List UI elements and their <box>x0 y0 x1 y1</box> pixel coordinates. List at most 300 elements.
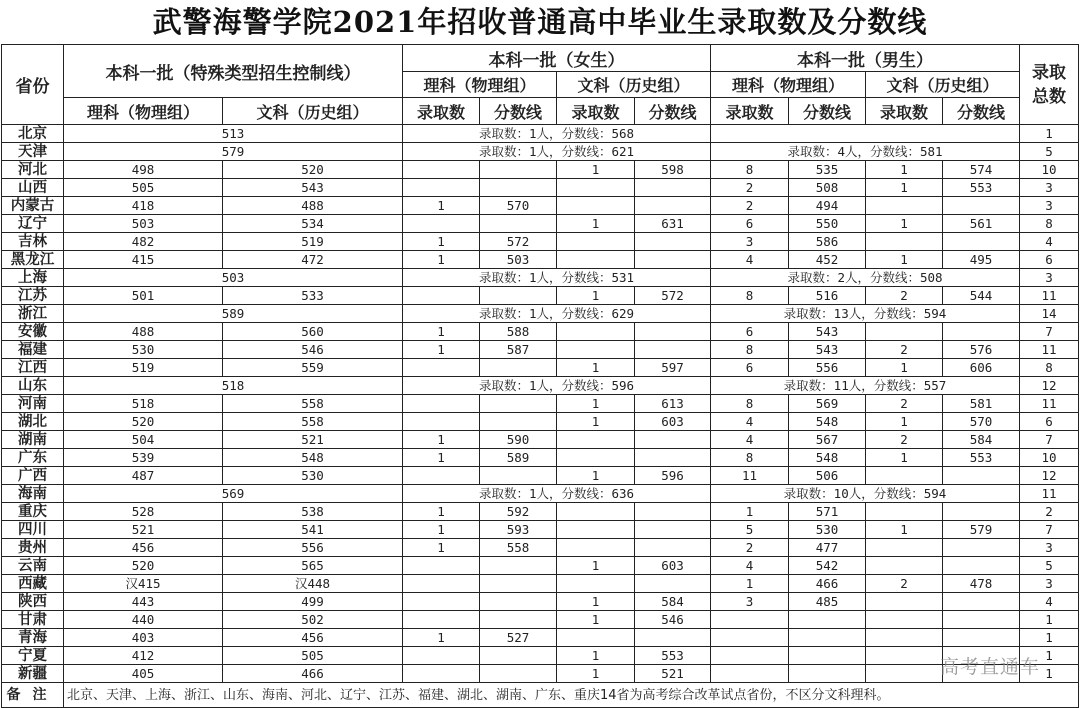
arts-control-line: 533 <box>223 287 403 305</box>
male-arts-admitted: 2 <box>866 575 943 593</box>
header-female-science: 理科（物理组） <box>403 72 557 98</box>
female-arts-score: 598 <box>635 161 711 179</box>
merged-control-line: 518 <box>64 377 403 395</box>
total-admitted: 14 <box>1020 305 1079 323</box>
male-arts-admitted: 1 <box>866 413 943 431</box>
merged-control-line: 569 <box>64 485 403 503</box>
science-control-line: 520 <box>64 413 223 431</box>
female-science-admitted: 1 <box>403 323 480 341</box>
female-arts-score <box>635 197 711 215</box>
province-cell: 贵州 <box>2 539 64 557</box>
province-cell: 山西 <box>2 179 64 197</box>
female-arts-admitted <box>557 629 635 647</box>
merged-control-line: 589 <box>64 305 403 323</box>
male-science-admitted: 11 <box>711 467 789 485</box>
total-admitted: 12 <box>1020 377 1079 395</box>
province-cell: 青海 <box>2 629 64 647</box>
male-science-score: 543 <box>789 341 866 359</box>
male-merged-result: 录取数：4人，分数线：581 <box>711 143 1020 161</box>
male-science-score: 556 <box>789 359 866 377</box>
female-science-score <box>480 647 557 665</box>
female-arts-admitted: 1 <box>557 611 635 629</box>
science-control-line: 518 <box>64 395 223 413</box>
total-admitted: 6 <box>1020 413 1079 431</box>
female-science-score: 589 <box>480 449 557 467</box>
province-cell: 河北 <box>2 161 64 179</box>
arts-control-line: 548 <box>223 449 403 467</box>
male-science-admitted <box>711 665 789 683</box>
province-cell: 上海 <box>2 269 64 287</box>
male-science-score: 485 <box>789 593 866 611</box>
merged-control-line: 513 <box>64 125 403 143</box>
female-science-admitted: 1 <box>403 233 480 251</box>
page-title: 武警海警学院2021年招收普通高中毕业生录取数及分数线 <box>152 5 928 39</box>
female-science-admitted <box>403 395 480 413</box>
header-male: 本科一批（男生） <box>711 45 1020 72</box>
female-science-score <box>480 593 557 611</box>
male-science-score: 494 <box>789 197 866 215</box>
table-row <box>2 323 1079 341</box>
science-control-line: 488 <box>64 323 223 341</box>
female-arts-score: 603 <box>635 557 711 575</box>
male-science-admitted: 4 <box>711 251 789 269</box>
science-control-line: 456 <box>64 539 223 557</box>
total-admitted: 3 <box>1020 179 1079 197</box>
female-arts-score <box>635 431 711 449</box>
science-control-line: 501 <box>64 287 223 305</box>
arts-control-line: 499 <box>223 593 403 611</box>
table-row <box>2 665 1079 683</box>
female-arts-admitted: 1 <box>557 215 635 233</box>
male-arts-score: 581 <box>943 395 1020 413</box>
province-cell: 北京 <box>2 125 64 143</box>
female-arts-score: 596 <box>635 467 711 485</box>
male-arts-score <box>943 611 1020 629</box>
male-science-score <box>789 647 866 665</box>
arts-control-line: 505 <box>223 647 403 665</box>
science-control-line: 412 <box>64 647 223 665</box>
total-admitted: 10 <box>1020 161 1079 179</box>
arts-control-line: 538 <box>223 503 403 521</box>
male-arts-admitted: 2 <box>866 395 943 413</box>
male-science-admitted: 8 <box>711 341 789 359</box>
province-cell: 陕西 <box>2 593 64 611</box>
male-science-admitted: 2 <box>711 539 789 557</box>
note-text: 北京、天津、上海、浙江、山东、海南、河北、辽宁、江苏、福建、湖北、湖南、广东、重庆14省为高考综合改革试点省份，不区分文科理科。 <box>64 683 1079 708</box>
female-science-score <box>480 575 557 593</box>
table-row <box>2 215 1079 233</box>
female-arts-admitted: 1 <box>557 359 635 377</box>
female-science-admitted <box>403 161 480 179</box>
male-science-score: 516 <box>789 287 866 305</box>
female-science-admitted <box>403 215 480 233</box>
female-arts-admitted: 1 <box>557 467 635 485</box>
province-cell: 江苏 <box>2 287 64 305</box>
male-science-admitted: 4 <box>711 431 789 449</box>
province-cell: 海南 <box>2 485 64 503</box>
science-control-line: 520 <box>64 557 223 575</box>
male-science-score <box>789 611 866 629</box>
province-cell: 山东 <box>2 377 64 395</box>
female-merged-result: 录取数：1人，分数线：629 <box>403 305 711 323</box>
male-arts-score <box>943 503 1020 521</box>
female-science-score <box>480 359 557 377</box>
female-science-admitted <box>403 359 480 377</box>
male-science-admitted: 5 <box>711 521 789 539</box>
male-science-admitted <box>711 629 789 647</box>
arts-control-line: 466 <box>223 665 403 683</box>
female-science-score <box>480 557 557 575</box>
male-arts-score: 553 <box>943 449 1020 467</box>
male-science-admitted: 1 <box>711 503 789 521</box>
total-admitted: 11 <box>1020 341 1079 359</box>
female-science-score: 592 <box>480 503 557 521</box>
female-arts-score <box>635 341 711 359</box>
total-admitted: 7 <box>1020 431 1079 449</box>
female-arts-score <box>635 323 711 341</box>
table-row <box>2 125 1079 143</box>
male-arts-admitted <box>866 665 943 683</box>
female-arts-admitted <box>557 521 635 539</box>
female-arts-admitted <box>557 233 635 251</box>
female-arts-score: 553 <box>635 647 711 665</box>
female-arts-score <box>635 251 711 269</box>
province-cell: 四川 <box>2 521 64 539</box>
province-cell: 辽宁 <box>2 215 64 233</box>
province-cell: 天津 <box>2 143 64 161</box>
total-admitted: 12 <box>1020 467 1079 485</box>
science-control-line: 405 <box>64 665 223 683</box>
female-arts-admitted <box>557 179 635 197</box>
science-control-line: 482 <box>64 233 223 251</box>
male-science-admitted: 8 <box>711 161 789 179</box>
province-cell: 甘肃 <box>2 611 64 629</box>
male-arts-score: 553 <box>943 179 1020 197</box>
male-science-admitted: 6 <box>711 215 789 233</box>
female-science-score: 593 <box>480 521 557 539</box>
male-science-score: 506 <box>789 467 866 485</box>
arts-control-line: 546 <box>223 341 403 359</box>
male-merged-result: 录取数：11人，分数线：557 <box>711 377 1020 395</box>
female-science-admitted <box>403 593 480 611</box>
province-cell: 内蒙古 <box>2 197 64 215</box>
male-merged-result: 录取数：13人，分数线：594 <box>711 305 1020 323</box>
science-control-line: 528 <box>64 503 223 521</box>
male-arts-score <box>943 323 1020 341</box>
male-science-admitted: 2 <box>711 179 789 197</box>
male-arts-admitted <box>866 323 943 341</box>
total-admitted: 11 <box>1020 395 1079 413</box>
female-arts-score <box>635 233 711 251</box>
male-arts-admitted <box>866 197 943 215</box>
female-science-admitted <box>403 287 480 305</box>
header-admitted: 录取数 <box>403 98 480 125</box>
total-admitted: 1 <box>1020 629 1079 647</box>
total-admitted: 8 <box>1020 215 1079 233</box>
female-science-admitted <box>403 611 480 629</box>
table-row <box>2 485 1079 503</box>
male-arts-admitted: 1 <box>866 449 943 467</box>
female-merged-result: 录取数：1人，分数线：636 <box>403 485 711 503</box>
total-admitted: 11 <box>1020 287 1079 305</box>
arts-control-line: 456 <box>223 629 403 647</box>
header-score: 分数线 <box>480 98 557 125</box>
male-arts-score: 478 <box>943 575 1020 593</box>
female-science-admitted <box>403 575 480 593</box>
merged-control-line: 579 <box>64 143 403 161</box>
male-arts-score: 495 <box>943 251 1020 269</box>
female-science-admitted: 1 <box>403 341 480 359</box>
female-merged-result: 录取数：1人，分数线：596 <box>403 377 711 395</box>
province-cell: 安徽 <box>2 323 64 341</box>
female-science-score: 590 <box>480 431 557 449</box>
province-cell: 湖南 <box>2 431 64 449</box>
total-admitted: 3 <box>1020 539 1079 557</box>
total-admitted: 11 <box>1020 485 1079 503</box>
female-arts-admitted <box>557 251 635 269</box>
science-control-line: 403 <box>64 629 223 647</box>
table-row <box>2 251 1079 269</box>
note-label: 备注 <box>2 683 64 708</box>
table-row <box>2 395 1079 413</box>
female-arts-score: 521 <box>635 665 711 683</box>
male-arts-admitted: 1 <box>866 179 943 197</box>
male-arts-score <box>943 233 1020 251</box>
male-science-score <box>789 665 866 683</box>
science-control-line: 440 <box>64 611 223 629</box>
male-science-score: 466 <box>789 575 866 593</box>
science-control-line: 530 <box>64 341 223 359</box>
male-arts-admitted: 2 <box>866 431 943 449</box>
province-cell: 吉林 <box>2 233 64 251</box>
male-science-score: 586 <box>789 233 866 251</box>
male-arts-admitted <box>866 629 943 647</box>
header-line-arts: 文科（历史组） <box>223 98 403 125</box>
arts-control-line: 559 <box>223 359 403 377</box>
male-arts-score: 606 <box>943 359 1020 377</box>
arts-control-line: 530 <box>223 467 403 485</box>
province-cell: 湖北 <box>2 413 64 431</box>
table-row <box>2 179 1079 197</box>
total-admitted: 5 <box>1020 557 1079 575</box>
female-science-admitted: 1 <box>403 503 480 521</box>
female-science-score: 588 <box>480 323 557 341</box>
female-arts-admitted <box>557 431 635 449</box>
header-line-science: 理科（物理组） <box>64 98 223 125</box>
female-science-score <box>480 611 557 629</box>
male-science-score: 535 <box>789 161 866 179</box>
header-total: 录取总数 <box>1020 45 1079 125</box>
table-row <box>2 611 1079 629</box>
province-cell: 新疆 <box>2 665 64 683</box>
female-arts-score <box>635 503 711 521</box>
female-arts-admitted: 1 <box>557 647 635 665</box>
total-admitted: 3 <box>1020 575 1079 593</box>
female-science-admitted: 1 <box>403 629 480 647</box>
header-female: 本科一批（女生） <box>403 45 711 72</box>
female-arts-admitted <box>557 341 635 359</box>
table-row <box>2 377 1079 395</box>
male-arts-score <box>943 557 1020 575</box>
total-admitted: 4 <box>1020 233 1079 251</box>
table-row <box>2 287 1079 305</box>
header-male-arts: 文科（历史组） <box>866 72 1020 98</box>
female-arts-score: 546 <box>635 611 711 629</box>
table-row <box>2 197 1079 215</box>
province-cell: 重庆 <box>2 503 64 521</box>
female-science-admitted <box>403 467 480 485</box>
total-admitted: 3 <box>1020 197 1079 215</box>
arts-control-line: 521 <box>223 431 403 449</box>
arts-control-line: 558 <box>223 395 403 413</box>
header-female-arts: 文科（历史组） <box>557 72 711 98</box>
female-merged-result: 录取数：1人，分数线：621 <box>403 143 711 161</box>
male-science-score: 508 <box>789 179 866 197</box>
arts-control-line: 502 <box>223 611 403 629</box>
total-admitted: 10 <box>1020 449 1079 467</box>
female-arts-admitted: 1 <box>557 593 635 611</box>
table-row <box>2 269 1079 287</box>
male-science-admitted: 6 <box>711 323 789 341</box>
female-science-score: 558 <box>480 539 557 557</box>
table-row <box>2 647 1079 665</box>
male-science-admitted: 3 <box>711 593 789 611</box>
table-row <box>2 575 1079 593</box>
header-province: 省份 <box>2 45 64 125</box>
female-arts-admitted: 1 <box>557 395 635 413</box>
watermark: 高考直通车 <box>940 656 1041 678</box>
header-special-line: 本科一批（特殊类型招生控制线） <box>64 45 403 98</box>
male-science-score: 542 <box>789 557 866 575</box>
male-science-admitted: 6 <box>711 359 789 377</box>
male-science-score: 567 <box>789 431 866 449</box>
province-cell: 宁夏 <box>2 647 64 665</box>
male-arts-score <box>943 467 1020 485</box>
total-admitted: 6 <box>1020 251 1079 269</box>
male-arts-score: 579 <box>943 521 1020 539</box>
male-arts-admitted <box>866 233 943 251</box>
header-admitted: 录取数 <box>866 98 943 125</box>
header-score: 分数线 <box>943 98 1020 125</box>
arts-control-line: 541 <box>223 521 403 539</box>
science-control-line: 539 <box>64 449 223 467</box>
male-science-admitted <box>711 647 789 665</box>
header-score: 分数线 <box>789 98 866 125</box>
table-row <box>2 629 1079 647</box>
male-science-admitted: 8 <box>711 287 789 305</box>
male-arts-admitted <box>866 593 943 611</box>
province-cell: 西藏 <box>2 575 64 593</box>
female-science-score: 587 <box>480 341 557 359</box>
female-merged-result: 录取数：1人，分数线：568 <box>403 125 711 143</box>
science-control-line: 498 <box>64 161 223 179</box>
male-arts-score <box>943 593 1020 611</box>
female-arts-score: 603 <box>635 413 711 431</box>
male-science-admitted: 2 <box>711 197 789 215</box>
female-arts-admitted <box>557 449 635 467</box>
total-admitted: 2 <box>1020 503 1079 521</box>
male-science-score: 548 <box>789 413 866 431</box>
table-row <box>2 557 1079 575</box>
female-science-admitted: 1 <box>403 539 480 557</box>
male-arts-admitted <box>866 557 943 575</box>
female-science-score: 570 <box>480 197 557 215</box>
admission-table <box>1 44 1079 708</box>
total-admitted: 1 <box>1020 125 1079 143</box>
male-science-admitted: 4 <box>711 557 789 575</box>
header-admitted: 录取数 <box>711 98 789 125</box>
arts-control-line: 汉448 <box>223 575 403 593</box>
female-arts-score: 631 <box>635 215 711 233</box>
total-admitted: 3 <box>1020 269 1079 287</box>
male-science-score: 550 <box>789 215 866 233</box>
male-arts-admitted: 1 <box>866 359 943 377</box>
female-science-admitted <box>403 665 480 683</box>
female-science-score: 503 <box>480 251 557 269</box>
province-cell: 福建 <box>2 341 64 359</box>
total-admitted: 7 <box>1020 323 1079 341</box>
male-arts-admitted: 1 <box>866 521 943 539</box>
female-science-score <box>480 665 557 683</box>
arts-control-line: 519 <box>223 233 403 251</box>
female-arts-admitted <box>557 575 635 593</box>
male-arts-admitted: 2 <box>866 341 943 359</box>
table-row <box>2 143 1079 161</box>
male-merged-result <box>711 125 1020 143</box>
male-merged-result: 录取数：10人，分数线：594 <box>711 485 1020 503</box>
table-row <box>2 161 1079 179</box>
header-score: 分数线 <box>635 98 711 125</box>
table-row <box>2 467 1079 485</box>
female-arts-admitted <box>557 323 635 341</box>
female-science-score <box>480 215 557 233</box>
female-arts-score <box>635 521 711 539</box>
male-arts-score <box>943 629 1020 647</box>
male-arts-score: 544 <box>943 287 1020 305</box>
table-body <box>2 125 1079 683</box>
province-cell: 广东 <box>2 449 64 467</box>
female-science-score <box>480 161 557 179</box>
female-arts-score <box>635 575 711 593</box>
female-science-score <box>480 413 557 431</box>
female-science-score <box>480 287 557 305</box>
science-control-line: 415 <box>64 251 223 269</box>
header-male-science: 理科（物理组） <box>711 72 866 98</box>
male-arts-score: 576 <box>943 341 1020 359</box>
male-science-score <box>789 629 866 647</box>
male-arts-score: 561 <box>943 215 1020 233</box>
male-arts-score: 584 <box>943 431 1020 449</box>
science-control-line: 521 <box>64 521 223 539</box>
table-row <box>2 359 1079 377</box>
female-science-admitted: 1 <box>403 449 480 467</box>
male-arts-score: 570 <box>943 413 1020 431</box>
total-admitted: 1 <box>1020 611 1079 629</box>
female-arts-score: 597 <box>635 359 711 377</box>
female-arts-admitted: 1 <box>557 287 635 305</box>
male-arts-admitted <box>866 611 943 629</box>
male-arts-score: 574 <box>943 161 1020 179</box>
male-arts-admitted <box>866 503 943 521</box>
table-row <box>2 431 1079 449</box>
male-arts-score <box>943 197 1020 215</box>
female-science-admitted <box>403 557 480 575</box>
male-arts-admitted: 1 <box>866 161 943 179</box>
female-science-admitted <box>403 413 480 431</box>
science-control-line: 519 <box>64 359 223 377</box>
arts-control-line: 472 <box>223 251 403 269</box>
female-science-admitted: 1 <box>403 521 480 539</box>
